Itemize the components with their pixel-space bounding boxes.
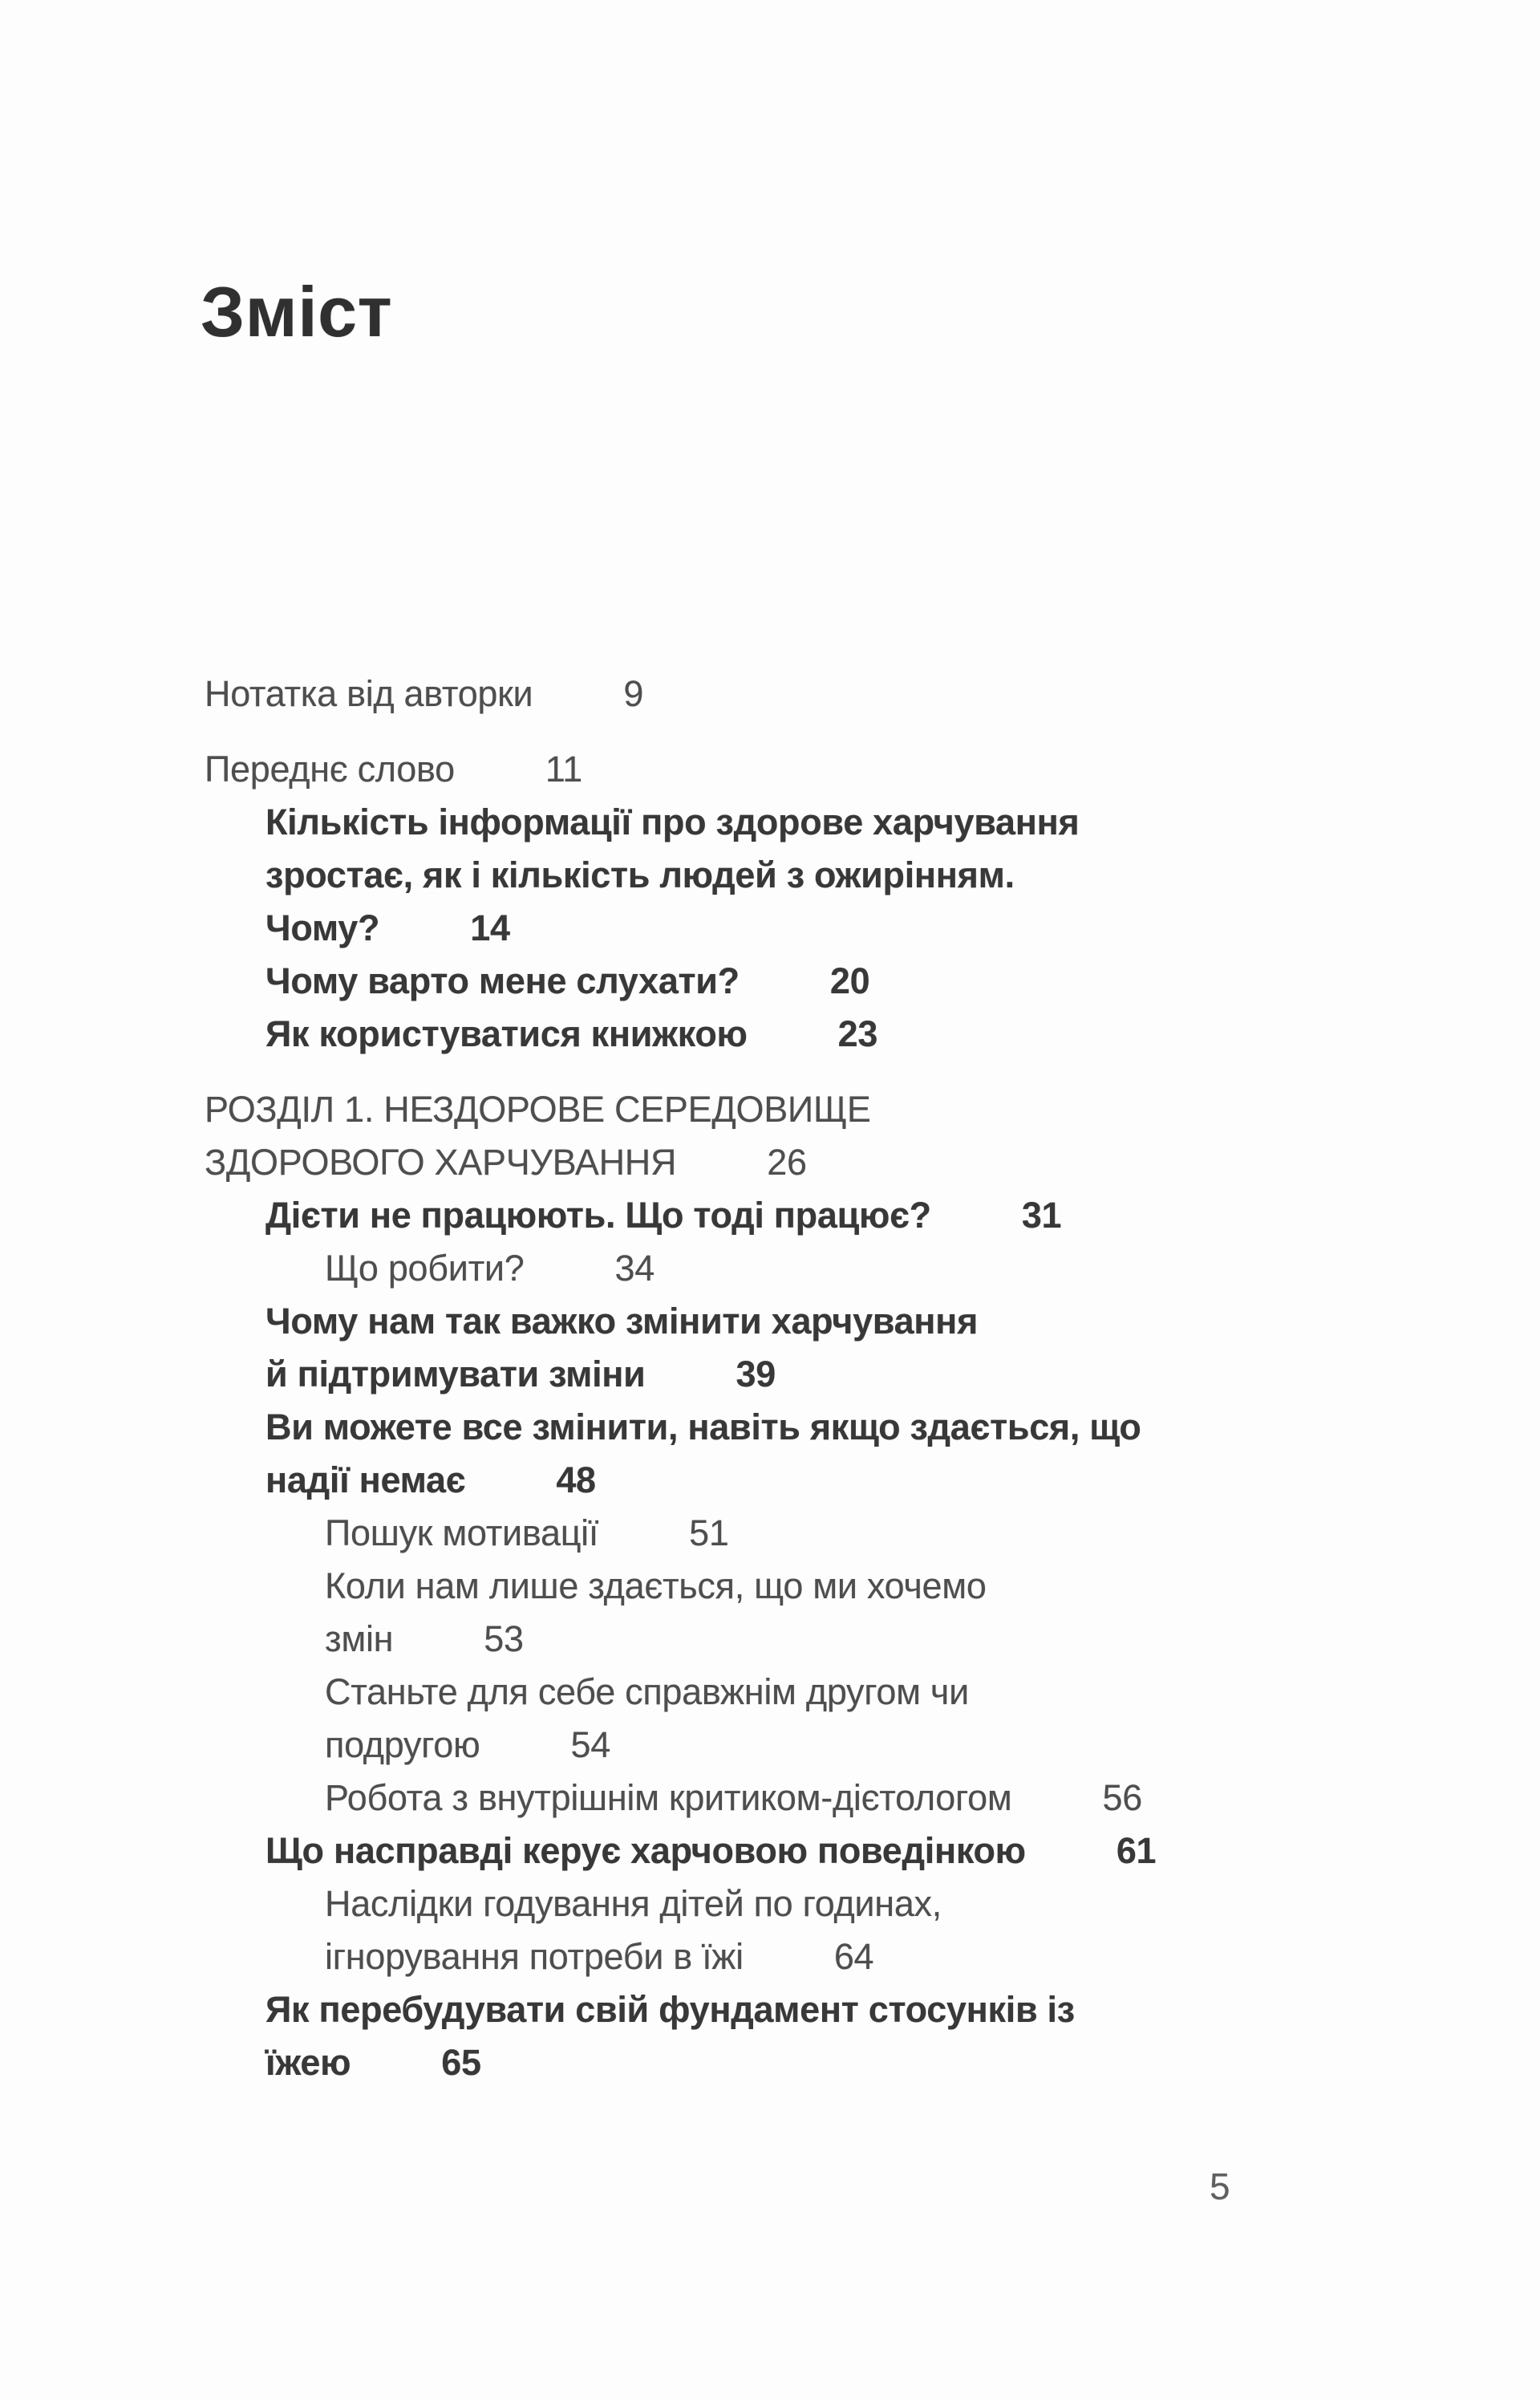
toc-line-pagenum: 61 xyxy=(1116,1830,1157,1871)
toc-line-pagenum: 31 xyxy=(1021,1195,1062,1236)
toc-line-pagenum: 9 xyxy=(623,673,644,714)
toc-line-text: Як перебудувати свій фундамент стосунків із xyxy=(265,1989,1075,2030)
toc-line-text: Чому нам так важко змінити харчування xyxy=(265,1301,979,1342)
toc-line-pagenum: 26 xyxy=(767,1142,807,1183)
toc-line-text: Наслідки годування дітей по годинах, xyxy=(325,1883,942,1924)
toc-line-text: Що робити? xyxy=(325,1248,525,1289)
toc-line-text: Як користуватися книжкою xyxy=(265,1013,748,1054)
toc-line xyxy=(205,796,1352,849)
toc-line-text: Робота з внутрішнім критиком-дієтологом xyxy=(325,1777,1012,1818)
page-title: Зміст xyxy=(201,271,393,351)
toc-line-text: Нотатка від авторки xyxy=(205,673,533,714)
toc-line-pagenum: 51 xyxy=(689,1512,729,1553)
toc-line-text: Чому варто мене слухати? xyxy=(265,960,740,1001)
toc-line-text: ЗДОРОВОГО ХАРЧУВАННЯ xyxy=(205,1142,677,1183)
toc-line-pagenum: 54 xyxy=(570,1724,610,1765)
toc-line xyxy=(205,1136,1352,1189)
toc-line xyxy=(205,668,1352,721)
toc-line xyxy=(205,849,1352,902)
toc-line xyxy=(205,1401,1352,1454)
toc-line-text: надії немає xyxy=(265,1459,466,1500)
toc-line xyxy=(205,1772,1352,1825)
toc-line-text: Переднє слово xyxy=(205,749,455,790)
toc-line-text: змін xyxy=(325,1618,394,1659)
page-number: 5 xyxy=(1210,2166,1230,2207)
toc-line xyxy=(205,902,1352,955)
toc-line xyxy=(205,1613,1352,1666)
toc-line-pagenum: 11 xyxy=(545,749,582,790)
toc-line xyxy=(205,2036,1352,2089)
toc-line-text: Чому? xyxy=(265,907,380,948)
toc-line-text: подругою xyxy=(325,1724,480,1765)
toc-line xyxy=(205,1719,1352,1772)
toc-line xyxy=(205,1666,1352,1719)
toc-line xyxy=(205,1983,1352,2036)
toc-line-pagenum: 64 xyxy=(833,1936,874,1977)
toc-line xyxy=(205,1877,1352,1930)
toc-line-text: Коли нам лише здається, що ми хочемо xyxy=(325,1565,987,1606)
toc-line xyxy=(205,1507,1352,1560)
toc-line xyxy=(205,1295,1352,1348)
table-of-contents xyxy=(205,668,1352,2089)
toc-line-text: РОЗДІЛ 1. НЕЗДОРОВЕ СЕРЕДОВИЩЕ xyxy=(205,1089,871,1130)
toc-line-text: Що насправді керує харчовою поведінкою xyxy=(265,1830,1026,1871)
toc-line-text: зростає, як і кількість людей з ожирінням. xyxy=(265,854,1015,895)
toc-line xyxy=(205,1242,1352,1295)
toc-line xyxy=(205,1348,1352,1401)
toc-line-text: й підтримувати зміни xyxy=(265,1354,646,1394)
toc-line-pagenum: 53 xyxy=(484,1618,524,1659)
toc-line xyxy=(205,1825,1352,1877)
toc-line-pagenum: 56 xyxy=(1102,1777,1142,1818)
toc-line-pagenum: 23 xyxy=(837,1013,878,1054)
toc-line xyxy=(205,1008,1352,1061)
toc-line-pagenum: 34 xyxy=(614,1248,654,1289)
toc-line-pagenum: 20 xyxy=(829,960,870,1001)
toc-line-text: їжею xyxy=(265,2042,351,2083)
toc-line-text: Ви можете все змінити, навіть якщо здається, що xyxy=(265,1407,1141,1447)
toc-line-pagenum: 14 xyxy=(470,907,510,948)
toc-line xyxy=(205,1560,1352,1613)
toc-line xyxy=(205,1454,1352,1507)
toc-line-pagenum: 65 xyxy=(441,2042,481,2083)
toc-line xyxy=(205,743,1352,796)
toc-line-pagenum: 48 xyxy=(556,1459,596,1500)
toc-line xyxy=(205,1930,1352,1983)
toc-line xyxy=(205,955,1352,1008)
toc-line xyxy=(205,1189,1352,1242)
toc-line-text: Дієти не працюють. Що тоді працює? xyxy=(265,1195,931,1236)
toc-line-pagenum: 39 xyxy=(736,1354,776,1394)
toc-line xyxy=(205,1083,1352,1136)
toc-line-text: Кількість інформації про здорове харчування xyxy=(265,802,1080,842)
toc-line-text: Пошук мотивації xyxy=(325,1512,599,1553)
toc-line-text: ігнорування потреби в їжі xyxy=(325,1936,744,1977)
toc-line-text: Станьте для себе справжнім другом чи xyxy=(325,1671,969,1712)
